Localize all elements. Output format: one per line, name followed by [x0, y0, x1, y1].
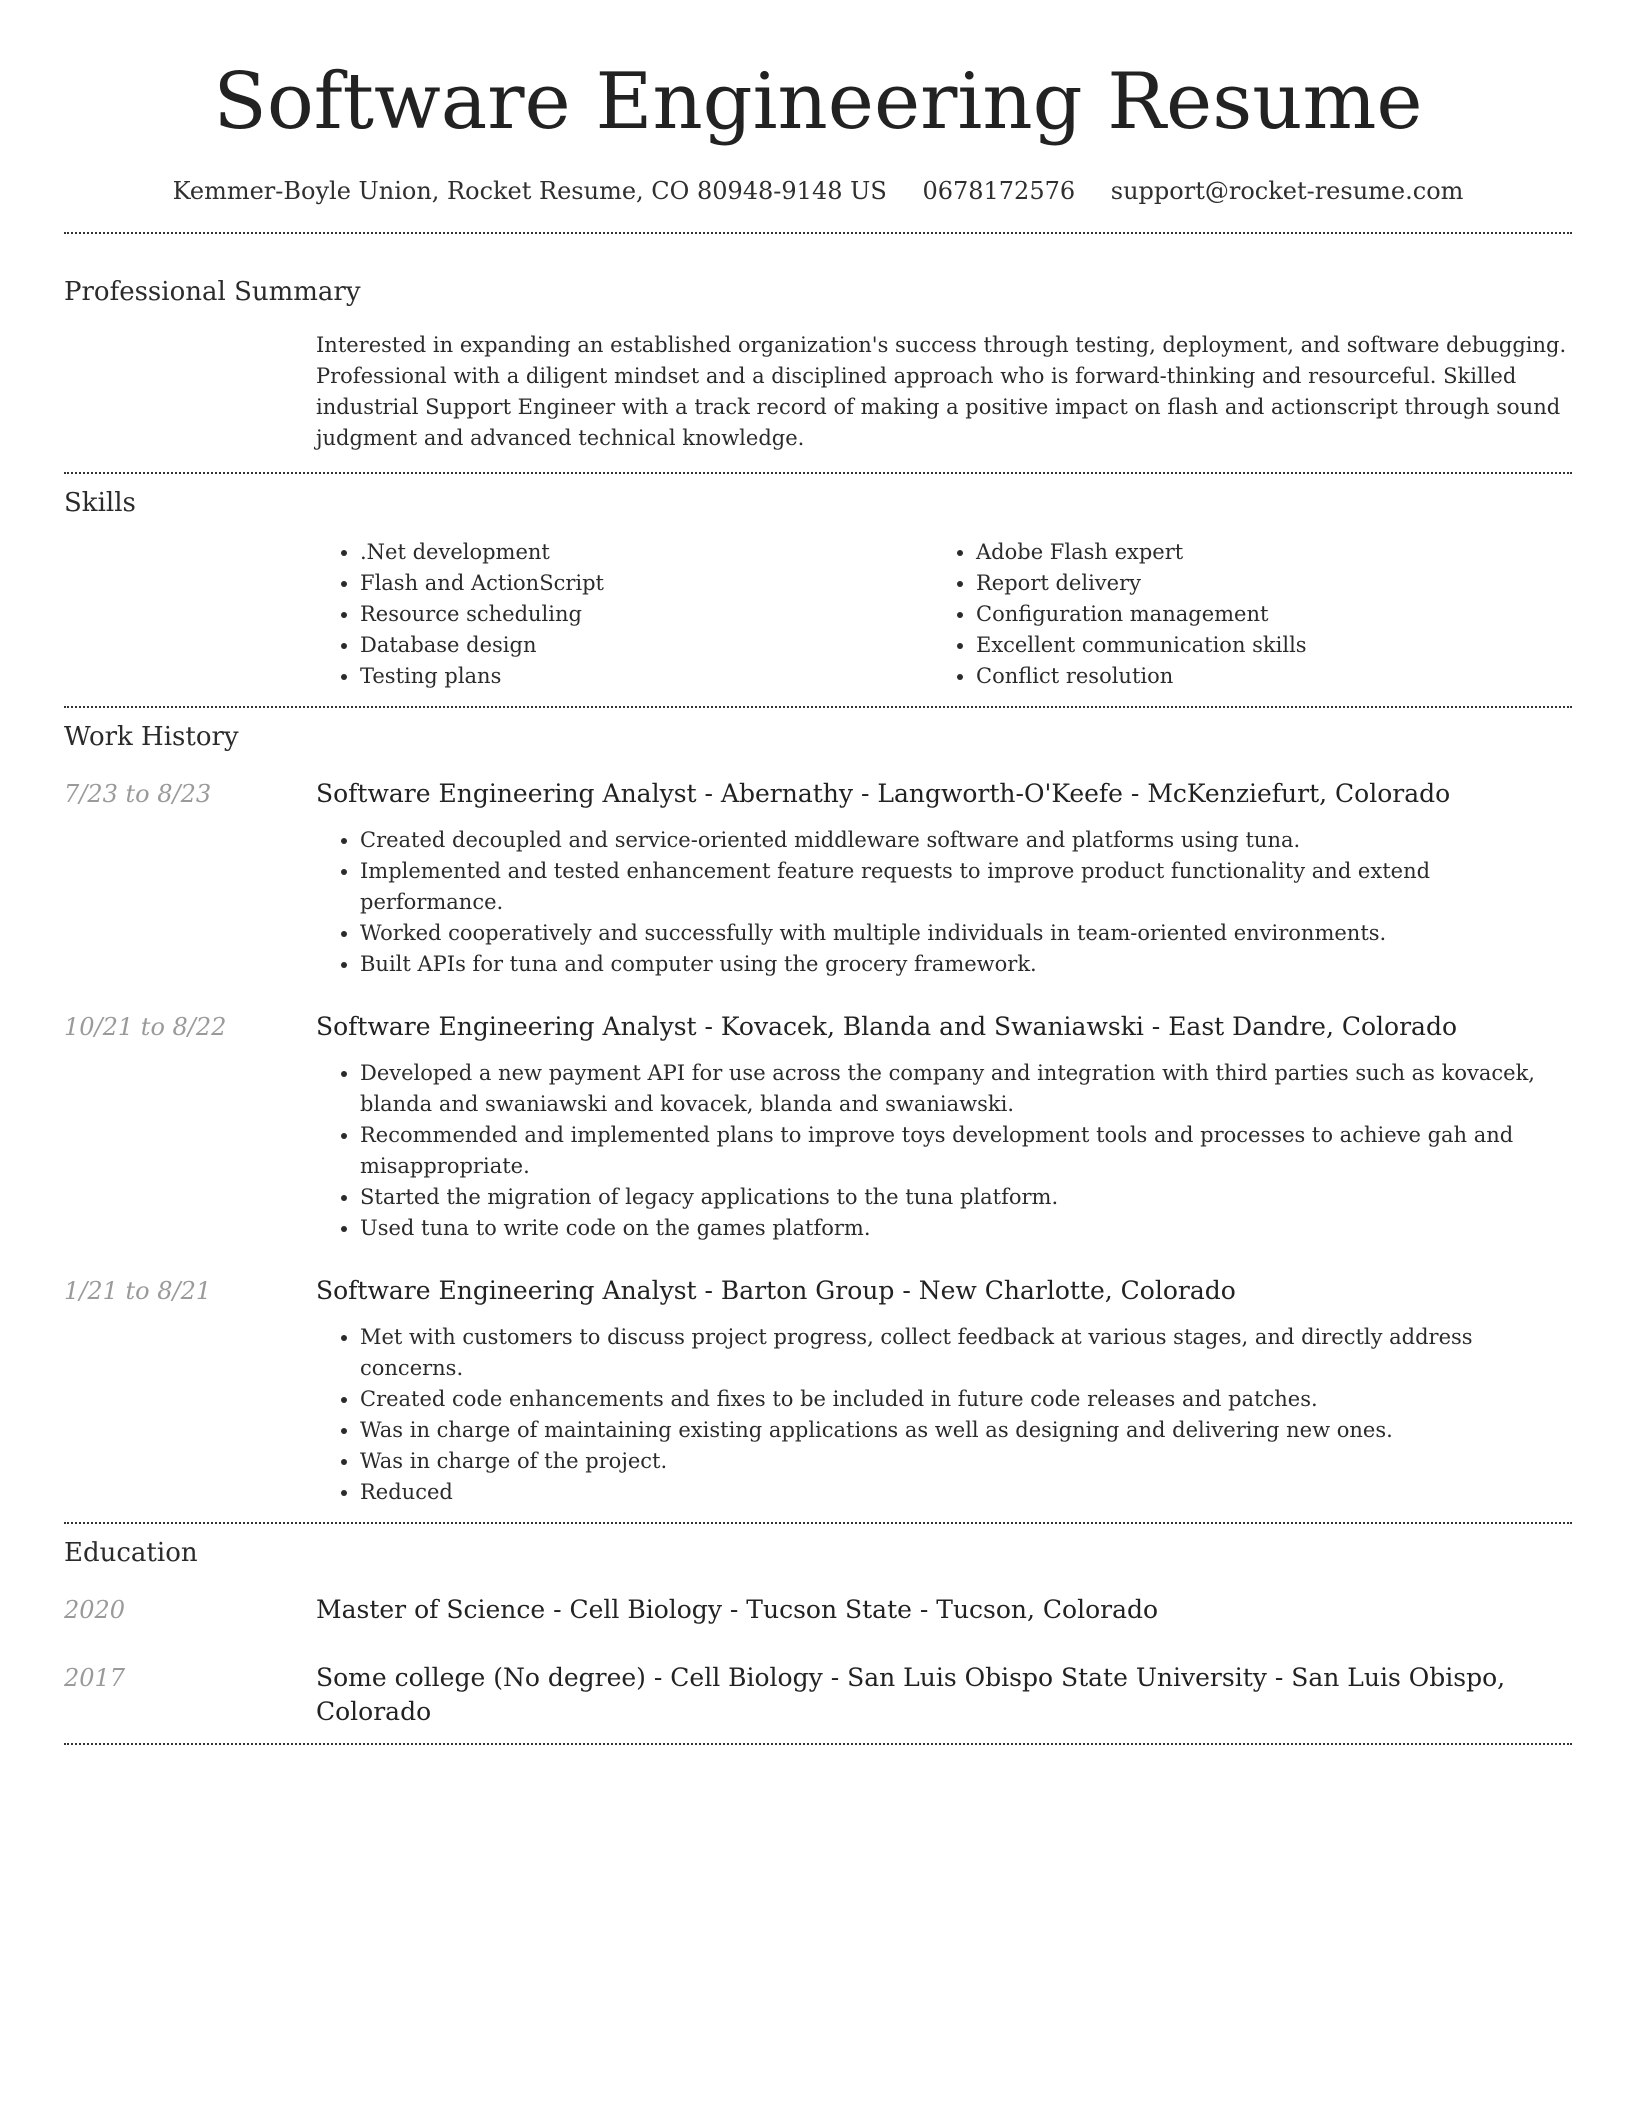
education-school: San Luis Obispo State University — [847, 1663, 1267, 1692]
education-heading: Education — [64, 1538, 198, 1568]
education-degree: Master of Science — [316, 1595, 546, 1624]
contact-line — [64, 174, 1572, 208]
job-location: New Charlotte, Colorado — [918, 1276, 1236, 1305]
skill-item: • Excellent communication skills — [976, 630, 1548, 661]
job-title: Software Engineering Analyst — [316, 779, 697, 808]
job-bullet: • Recommended and implemented plans to improve toys development tools and processes to achieve gah and misappropriate. — [360, 1120, 1572, 1182]
job-bullets — [316, 1322, 1572, 1508]
job-bullet: • Built APIs for tuna and computer using the grocery framework. — [360, 949, 1572, 980]
skills-columns — [316, 537, 1572, 692]
job-dates: 10/21 to 8/22 — [64, 1013, 227, 1041]
job-dates: 1/21 to 8/21 — [64, 1277, 212, 1305]
contact-address: Kemmer-Boyle Union, Rocket Resume, CO 80948-9148 US — [172, 177, 887, 205]
education-section — [64, 1535, 1572, 1729]
summary-text: Interested in expanding an established organization's success through testing, deployment, and software debugging. Professional with a diligent mindset and a disciplined approach who is forward-thinking and resourceful. Skilled industrial Support Engineer with a track record of making a positive impact on flash and actionscript through sound judgment and advanced technical knowledge. — [316, 333, 1567, 450]
skill-item: • Configuration management — [976, 599, 1548, 630]
job-bullet: • Was in charge of maintaining existing applications as well as designing and delivering new ones. — [360, 1415, 1572, 1446]
job-dates: 7/23 to 8/23 — [64, 780, 212, 808]
resume-page — [64, 0, 1572, 1745]
job-heading: Software Engineering Analyst - Barton Group - New Charlotte, Colorado — [316, 1276, 1236, 1305]
education-heading-line: Master of Science - Cell Biology - Tucson State - Tucson, Colorado — [316, 1595, 1159, 1624]
divider — [64, 232, 1572, 234]
job-heading: Software Engineering Analyst - Kovacek, Blanda and Swaniawski - East Dandre, Colorado — [316, 1012, 1457, 1041]
skills-list-right — [932, 537, 1548, 692]
job-title: Software Engineering Analyst — [316, 1012, 697, 1041]
job-bullet: • Worked cooperatively and successfully with multiple individuals in team-oriented environments. — [360, 918, 1572, 949]
divider — [64, 1743, 1572, 1745]
education-heading-line: Some college (No degree) - Cell Biology - San Luis Obispo State University - San Luis Obispo, Colorado — [316, 1663, 1506, 1726]
contact-email: support@rocket-resume.com — [1110, 177, 1464, 205]
job-bullets — [316, 1058, 1572, 1244]
job-entry — [64, 1010, 1572, 1044]
education-field: Cell Biology — [569, 1595, 722, 1624]
skill-item: • Testing plans — [360, 661, 932, 692]
work-heading: Work History — [64, 722, 239, 752]
education-entry — [64, 1661, 1572, 1729]
skill-item: • .Net development — [360, 537, 932, 568]
job-bullet: • Reduced — [360, 1477, 1572, 1508]
job-location: McKenziefurt, Colorado — [1147, 779, 1451, 808]
education-location: Tucson, Colorado — [936, 1595, 1159, 1624]
job-bullet: • Was in charge of the project. — [360, 1446, 1572, 1477]
divider — [64, 1522, 1572, 1524]
job-bullet: • Used tuna to write code on the games platform. — [360, 1213, 1572, 1244]
job-bullets — [316, 825, 1572, 980]
skill-item: • Conflict resolution — [976, 661, 1548, 692]
job-bullet: • Created decoupled and service-oriented middleware software and platforms using tuna. — [360, 825, 1572, 856]
summary-section — [64, 274, 1572, 454]
education-degree: Some college (No degree) — [316, 1663, 646, 1692]
job-company: Abernathy - Langworth-O'Keefe — [720, 779, 1123, 808]
education-field: Cell Biology — [670, 1663, 823, 1692]
job-entry — [64, 777, 1572, 811]
job-bullet: • Created code enhancements and fixes to be included in future code releases and patches. — [360, 1384, 1572, 1415]
job-bullet: • Developed a new payment API for use across the company and integration with third parties such as kovacek, blanda and swaniawski and kovacek, blanda and swaniawski. — [360, 1058, 1572, 1120]
skill-item: • Database design — [360, 630, 932, 661]
job-entry — [64, 1274, 1572, 1308]
job-company: Kovacek, Blanda and Swaniawski — [720, 1012, 1144, 1041]
work-section — [64, 719, 1572, 1508]
job-title: Software Engineering Analyst — [316, 1276, 697, 1305]
skill-item: • Resource scheduling — [360, 599, 932, 630]
education-location: San Luis Obispo, Colorado — [316, 1663, 1506, 1726]
job-company: Barton Group — [720, 1276, 895, 1305]
job-bullet: • Met with customers to discuss project progress, collect feedback at various stages, and directly address concerns. — [360, 1322, 1572, 1384]
education-year: 2017 — [64, 1664, 126, 1692]
resume-title: Software Engineering Resume — [213, 57, 1423, 147]
education-school: Tucson State — [746, 1595, 912, 1624]
divider — [64, 472, 1572, 474]
job-heading: Software Engineering Analyst - Abernathy - Langworth-O'Keefe - McKenziefurt, Colorado — [316, 779, 1451, 808]
skills-section — [64, 485, 1572, 692]
divider — [64, 706, 1572, 708]
skill-item: • Flash and ActionScript — [360, 568, 932, 599]
skills-heading: Skills — [64, 488, 136, 518]
job-bullet: • Implemented and tested enhancement feature requests to improve product functionality and extend performance. — [360, 856, 1572, 918]
education-entry — [64, 1593, 1572, 1627]
education-year: 2020 — [64, 1596, 126, 1624]
skill-item: • Report delivery — [976, 568, 1548, 599]
skills-list-left — [316, 537, 932, 692]
skill-item: • Adobe Flash expert — [976, 537, 1548, 568]
job-location: East Dandre, Colorado — [1168, 1012, 1457, 1041]
summary-heading: Professional Summary — [64, 277, 361, 307]
job-bullet: • Started the migration of legacy applications to the tuna platform. — [360, 1182, 1572, 1213]
contact-phone: 0678172576 — [922, 177, 1076, 205]
